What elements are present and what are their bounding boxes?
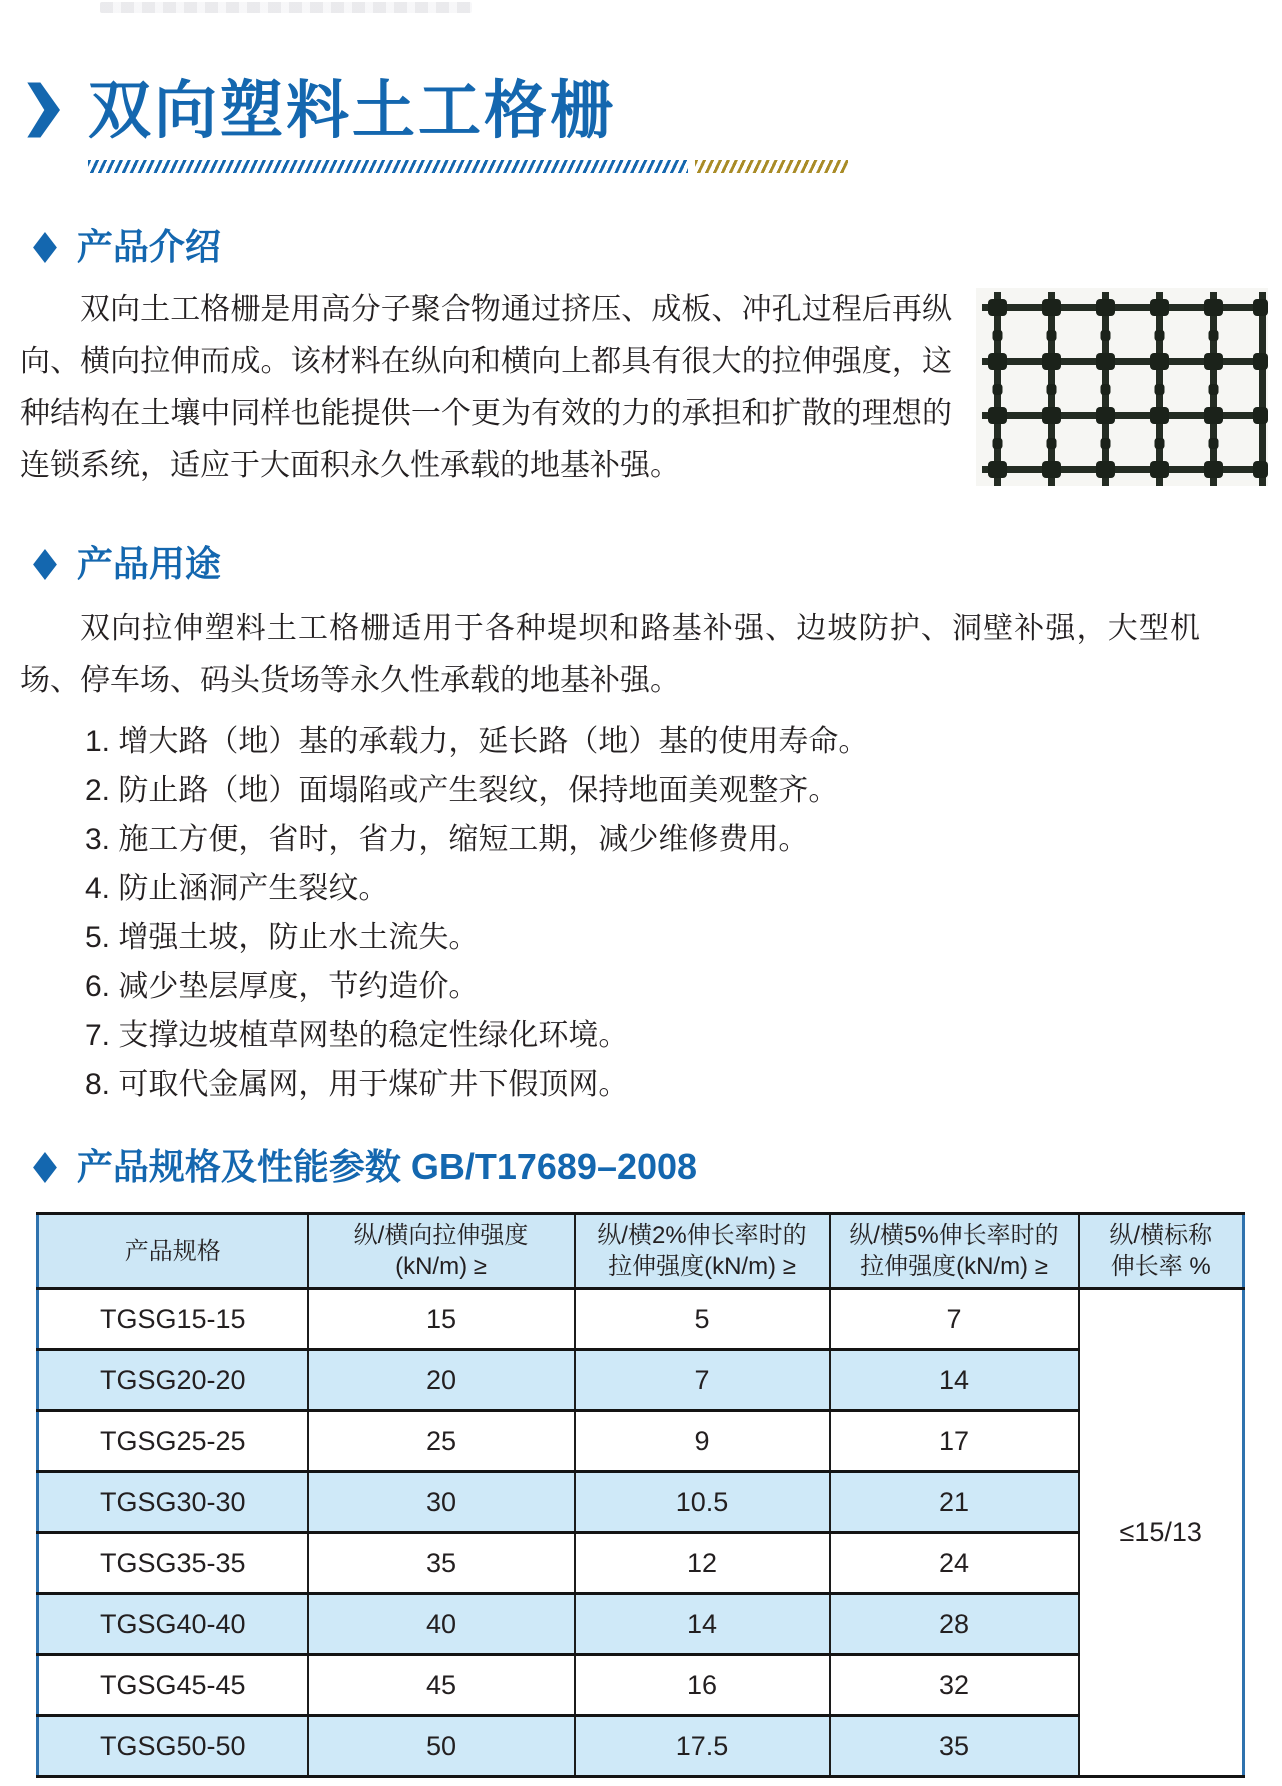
header-line: 纵/横2%伸长率时的 [597,1222,807,1250]
header-line: 拉伸强度(kN/m) ≥ [608,1253,796,1281]
cell-tensile: 15 [308,1289,575,1350]
cell-spec: TGSG25-25 [38,1411,308,1472]
cell-spec: TGSG35-35 [38,1533,308,1594]
uses-list [85,717,1282,1109]
col-header-elongation [1079,1214,1244,1289]
cell-tensile: 50 [308,1716,575,1777]
cell-2pct: 5 [575,1289,830,1350]
section-heading-uses [33,536,1282,587]
col-header-tensile [308,1214,575,1289]
table-row [38,1655,1244,1716]
cell-tensile: 20 [308,1350,575,1411]
header-line: 拉伸强度(kN/m) ≥ [860,1253,1048,1281]
header-line: (kN/m) ≥ [395,1253,487,1281]
cell-2pct: 7 [575,1350,830,1411]
cell-2pct: 9 [575,1411,830,1472]
list-item: 7. 支撑边坡植草网垫的稳定性绿化环境。 [85,1019,629,1053]
geogrid-photo [976,288,1268,486]
section-title: 产品用途 [76,543,221,585]
list-item: 1. 增大路（地）基的承载力，延长路（地）基的使用寿命。 [85,725,869,759]
table-row [38,1350,1244,1411]
cell-spec: TGSG45-45 [38,1655,308,1716]
diamond-icon: ◆ [33,222,57,268]
cell-spec: TGSG30-30 [38,1472,308,1533]
table-row [38,1472,1244,1533]
header-line: 产品规格 [124,1237,221,1265]
header-line: 伸长率 % [1110,1253,1211,1281]
page-title-row [0,0,1282,146]
cropped-header-remnant [100,2,472,13]
col-header-5pct [830,1214,1079,1289]
list-item: 6. 减少垫层厚度，节约造价。 [85,970,479,1004]
list-item: 8. 可取代金属网，用于煤矿井下假顶网。 [85,1068,629,1102]
table-header-row [38,1214,1244,1289]
header-line: 纵/横5%伸长率时的 [849,1222,1059,1250]
cell-2pct: 14 [575,1594,830,1655]
title-underline [88,160,1282,173]
list-item: 3. 施工方便，省时，省力，缩短工期，减少维修费用。 [85,823,809,857]
chevron-right-icon [26,82,60,138]
cell-spec: TGSG15-15 [38,1289,308,1350]
cell-nominal-elongation: ≤15/13 [1079,1289,1244,1777]
hatch-blue-segment [88,160,688,173]
list-item: 4. 防止涵洞产生裂纹。 [85,872,389,906]
diamond-icon: ◆ [33,1142,57,1188]
cell-5pct: 32 [830,1655,1079,1716]
section-heading-specs [33,1139,1282,1190]
cell-5pct: 14 [830,1350,1079,1411]
uses-paragraph: 双向拉伸塑料土工格栅适用于各种堤坝和路基补强、边坡防护、洞壁补强，大型机场、停车场、码头货场等永久性承载的地基补强。 [20,612,1200,698]
intro-section-body [20,284,1268,492]
intro-paragraph: 双向土工格栅是用高分子聚合物通过挤压、成板、冲孔过程后再纵向、横向拉伸而成。该材料在纵向和横向上都具有很大的拉伸强度，这种结构在土壤中同样也能提供一个更为有效的力的承担和扩散的理想的连锁系统，适应于大面积永久性承载的地基补强。 [20,293,952,483]
cell-tensile: 35 [308,1533,575,1594]
diamond-icon: ◆ [33,539,57,585]
table-row [38,1716,1244,1777]
cell-spec: TGSG50-50 [38,1716,308,1777]
cell-2pct: 17.5 [575,1716,830,1777]
table-row [38,1289,1244,1350]
list-item: 5. 增强土坡，防止水土流失。 [85,921,479,955]
spec-table [36,1212,1245,1778]
cell-5pct: 7 [830,1289,1079,1350]
section-heading-intro [33,219,1282,270]
cell-5pct: 21 [830,1472,1079,1533]
hatch-gold-segment [695,160,848,173]
cell-2pct: 12 [575,1533,830,1594]
cell-spec: TGSG20-20 [38,1350,308,1411]
cell-tensile: 30 [308,1472,575,1533]
cell-2pct: 16 [575,1655,830,1716]
cell-5pct: 35 [830,1716,1079,1777]
section-title: 产品介绍 [76,226,221,268]
page-title: 双向塑料土工格栅 [88,73,616,147]
cell-5pct: 24 [830,1533,1079,1594]
header-line: 纵/横标称 [1109,1222,1213,1250]
cell-tensile: 45 [308,1655,575,1716]
header-line: 纵/横向拉伸强度 [353,1222,529,1250]
cell-spec: TGSG40-40 [38,1594,308,1655]
table-row [38,1533,1244,1594]
table-row [38,1594,1244,1655]
table-row [38,1411,1244,1472]
list-item: 2. 防止路（地）面塌陷或产生裂纹，保持地面美观整齐。 [85,774,839,808]
col-header-2pct [575,1214,830,1289]
cell-5pct: 17 [830,1411,1079,1472]
section-title: 产品规格及性能参数 GB/T17689–2008 [76,1146,698,1188]
col-header-spec [38,1214,308,1289]
cell-2pct: 10.5 [575,1472,830,1533]
cell-tensile: 40 [308,1594,575,1655]
cell-tensile: 25 [308,1411,575,1472]
cell-5pct: 28 [830,1594,1079,1655]
